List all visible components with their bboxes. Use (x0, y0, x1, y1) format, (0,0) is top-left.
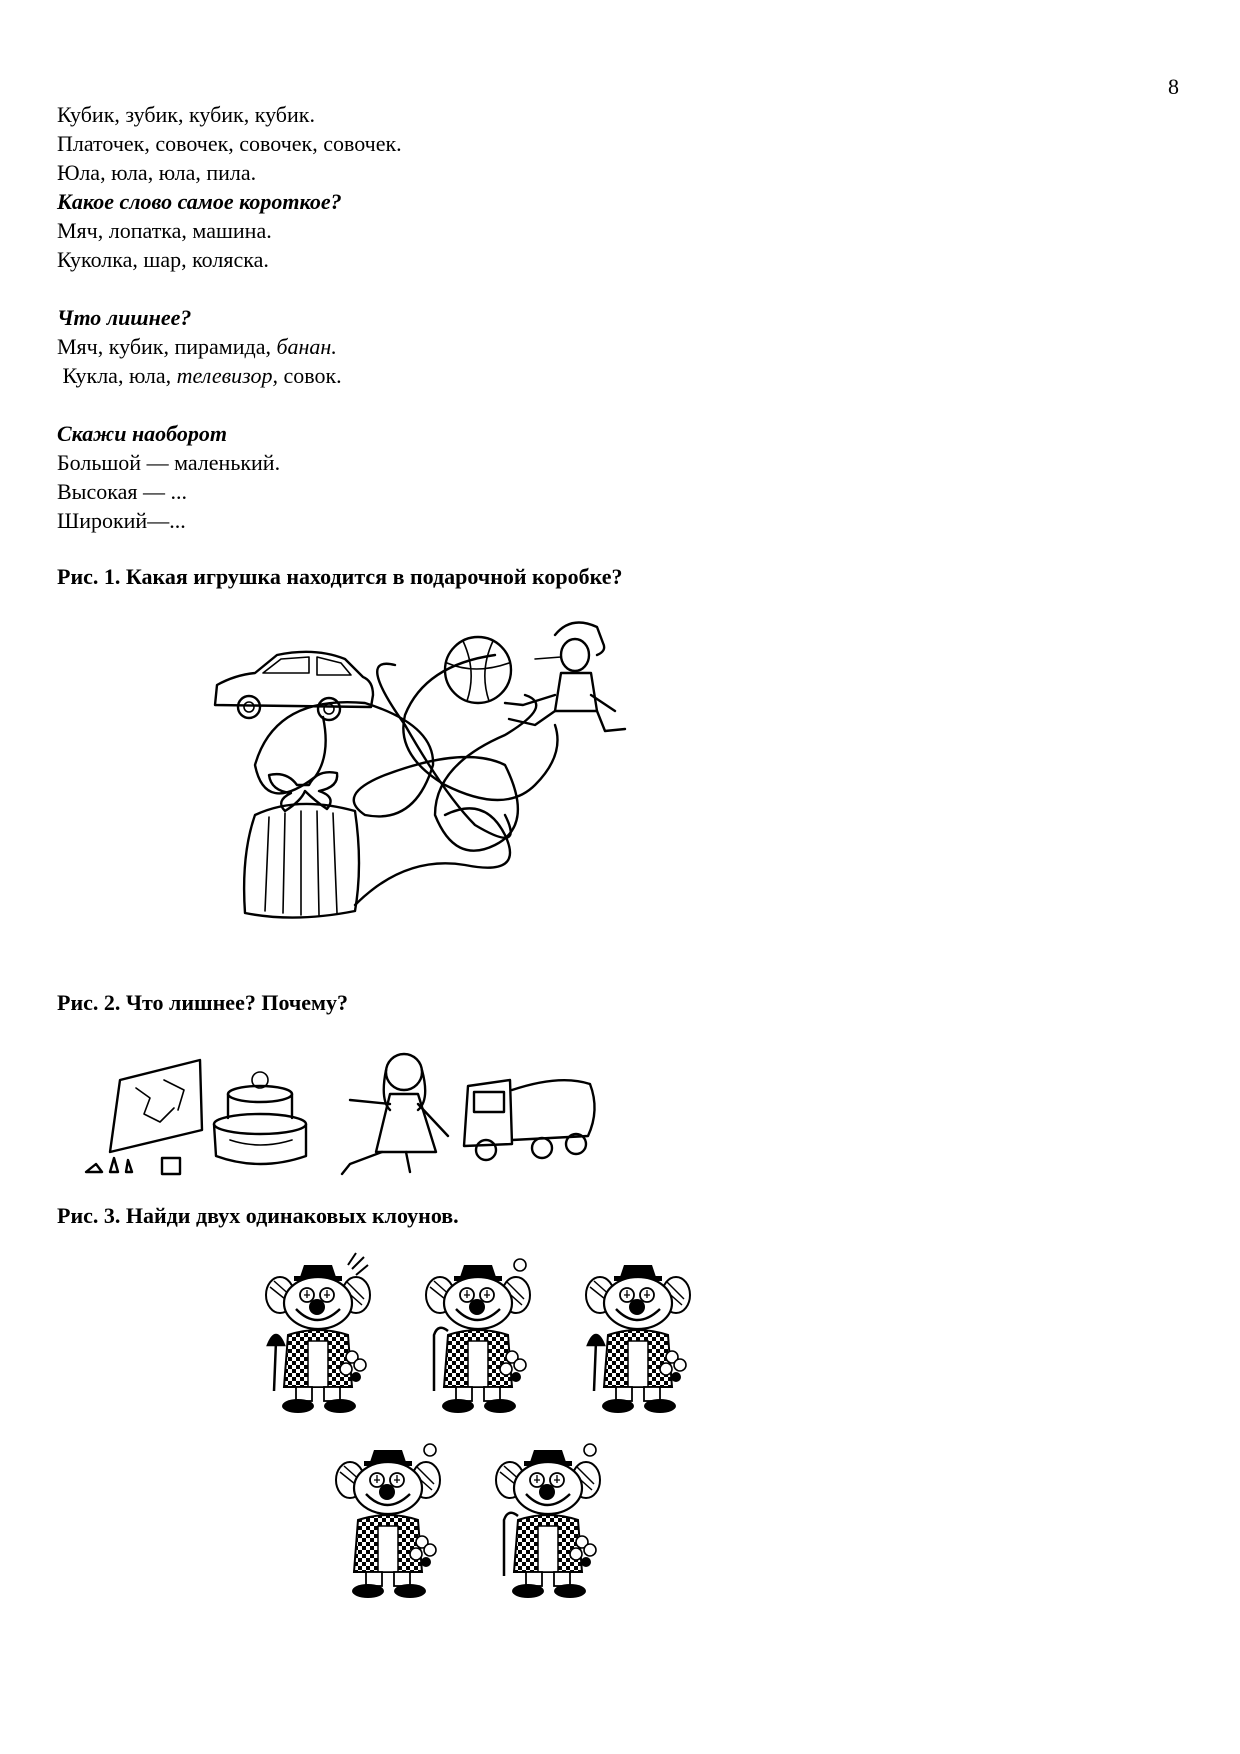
text-span: Кукла, юла, (57, 363, 177, 388)
heading-opposites: Скажи наоборот (57, 421, 227, 446)
text-line: Широкий—... (57, 508, 186, 533)
text-line: Большой — маленький. (57, 450, 281, 475)
text-span: совок. (277, 363, 342, 388)
text-line (57, 361, 1057, 390)
ball-icon (445, 637, 511, 703)
clown-5 (496, 1444, 600, 1598)
car-icon (215, 652, 373, 720)
feather-icon (348, 1253, 368, 1275)
cake-icon (214, 1072, 306, 1164)
gift-bag-icon (244, 772, 359, 917)
text-line (57, 332, 1057, 361)
text-line: Мяч, лопатка, машина. (57, 218, 272, 243)
clown-3 (586, 1265, 690, 1413)
text-span: Мяч, кубик, пирамида, (57, 334, 277, 359)
doll-icon (342, 1054, 448, 1174)
body-text (57, 100, 1057, 535)
heading-shortest-word: Какое слово самое короткое? (57, 189, 342, 214)
flower-icon (514, 1259, 526, 1271)
text-line: Кубик, зубик, кубик, кубик. (57, 102, 315, 127)
figure1-caption: Рис. 1. Какая игрушка находится в подарочной коробке? (57, 564, 623, 589)
clown-1 (266, 1253, 370, 1413)
flower-icon (424, 1444, 436, 1456)
page-number: 8 (1168, 74, 1179, 99)
maze-illustration (205, 615, 665, 975)
odd-one-out-illustration (80, 1040, 600, 1190)
figure3-caption: Рис. 3. Найди двух одинаковых клоунов. (57, 1203, 459, 1228)
text-line: Высокая — ... (57, 479, 187, 504)
clown-4 (336, 1444, 440, 1598)
truck-icon (464, 1080, 595, 1160)
clowns-illustration (250, 1265, 720, 1615)
text-line: Юла, юла, юла, пила. (57, 160, 257, 185)
text-line: Платочек, совочек, совочек, совочек. (57, 131, 402, 156)
text-line: Куколка, шар, коляска. (57, 247, 269, 272)
pinocchio-icon (505, 623, 625, 732)
heading-odd-one-out: Что лишнее? (57, 305, 192, 330)
flower-icon (584, 1444, 596, 1456)
text-span-italic: банан. (276, 334, 337, 359)
figure2-caption: Рис. 2. Что лишнее? Почему? (57, 990, 349, 1015)
umbrella-icon (588, 1335, 604, 1391)
board-game-icon (86, 1060, 202, 1174)
text-span-italic: телевизор, (176, 363, 278, 388)
umbrella-icon (268, 1335, 284, 1391)
clown-2 (426, 1259, 530, 1413)
